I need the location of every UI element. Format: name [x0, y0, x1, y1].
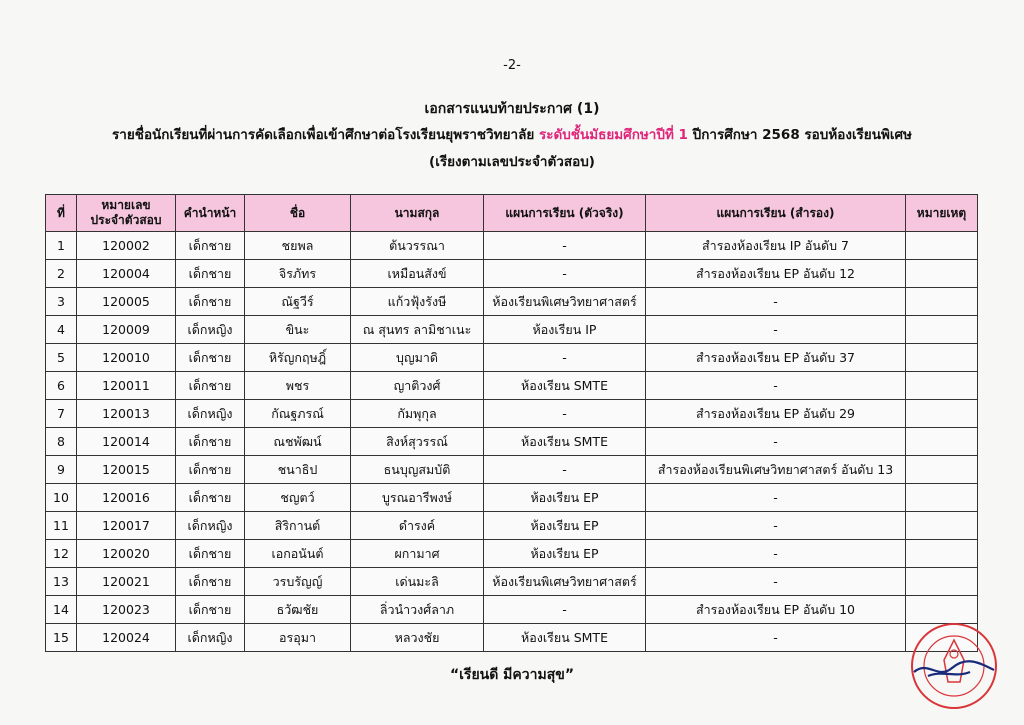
cell-title: เด็กชาย: [176, 568, 245, 596]
table-row: [46, 400, 978, 428]
cell-program-reserve: -: [646, 316, 906, 344]
col-header-exam-id: [77, 195, 176, 232]
page-number: -2-: [503, 58, 521, 73]
cell-program-real: ห้องเรียนพิเศษวิทยาศาสตร์: [484, 568, 646, 596]
seal-emblem-dot: [950, 650, 958, 658]
cell-first-name: หิรัญกฤษฎิ์: [245, 344, 351, 372]
cell-no: 7: [46, 400, 77, 428]
table-header-row: [46, 195, 978, 232]
cell-note: [906, 372, 978, 400]
cell-program-reserve: สำรองห้องเรียน EP อันดับ 29: [646, 400, 906, 428]
cell-program-real: ห้องเรียน SMTE: [484, 428, 646, 456]
col-header-title: คำนำหน้า: [176, 195, 245, 232]
cell-no: 2: [46, 260, 77, 288]
col-header-exam-id-line2: ประจำตัวสอบ: [90, 213, 162, 227]
cell-program-reserve: -: [646, 372, 906, 400]
cell-program-real: ห้องเรียน EP: [484, 484, 646, 512]
cell-no: 11: [46, 512, 77, 540]
cell-program-reserve: -: [646, 428, 906, 456]
cell-note: [906, 428, 978, 456]
cell-title: เด็กชาย: [176, 540, 245, 568]
table-row: [46, 288, 978, 316]
col-header-note: หมายเหตุ: [906, 195, 978, 232]
cell-exam-id: 120015: [77, 456, 176, 484]
cell-program-reserve: สำรองห้องเรียน EP อันดับ 12: [646, 260, 906, 288]
table-row: [46, 260, 978, 288]
table-row: [46, 456, 978, 484]
cell-no: 9: [46, 456, 77, 484]
seal-emblem: [944, 640, 964, 682]
table-row: [46, 568, 978, 596]
cell-first-name: ชญตว์: [245, 484, 351, 512]
cell-program-real: ห้องเรียน SMTE: [484, 372, 646, 400]
cell-exam-id: 120023: [77, 596, 176, 624]
cell-note: [906, 540, 978, 568]
student-table: [45, 194, 978, 652]
cell-program-real: ห้องเรียน IP: [484, 316, 646, 344]
cell-last-name: ธนบุญสมบัติ: [351, 456, 484, 484]
cell-last-name: สิงห์สุวรรณ์: [351, 428, 484, 456]
cell-exam-id: 120014: [77, 428, 176, 456]
cell-note: [906, 400, 978, 428]
cell-exam-id: 120011: [77, 372, 176, 400]
cell-no: 5: [46, 344, 77, 372]
cell-last-name: หลวงชัย: [351, 624, 484, 652]
cell-program-real: -: [484, 232, 646, 260]
cell-program-real: -: [484, 344, 646, 372]
cell-first-name: ณชพัฒน์: [245, 428, 351, 456]
cell-program-real: ห้องเรียนพิเศษวิทยาศาสตร์: [484, 288, 646, 316]
cell-program-reserve: สำรองห้องเรียน EP อันดับ 10: [646, 596, 906, 624]
cell-first-name: ชนาธิป: [245, 456, 351, 484]
cell-program-reserve: สำรองห้องเรียน EP อันดับ 37: [646, 344, 906, 372]
document-heading: เอกสารแนบท้ายประกาศ (1): [424, 101, 600, 117]
table-row: [46, 484, 978, 512]
cell-program-reserve: -: [646, 624, 906, 652]
cell-first-name: ชยพล: [245, 232, 351, 260]
cell-exam-id: 120009: [77, 316, 176, 344]
cell-first-name: สิริกานต์: [245, 512, 351, 540]
cell-program-reserve: สำรองห้องเรียนพิเศษวิทยาศาสตร์ อันดับ 13: [646, 456, 906, 484]
cell-exam-id: 120021: [77, 568, 176, 596]
cell-title: เด็กชาย: [176, 344, 245, 372]
cell-title: เด็กหญิง: [176, 316, 245, 344]
cell-no: 10: [46, 484, 77, 512]
cell-program-real: ห้องเรียน EP: [484, 540, 646, 568]
cell-first-name: ขินะ: [245, 316, 351, 344]
cell-title: เด็กชาย: [176, 372, 245, 400]
cell-no: 6: [46, 372, 77, 400]
cell-no: 14: [46, 596, 77, 624]
cell-no: 15: [46, 624, 77, 652]
cell-first-name: กัณฐภรณ์: [245, 400, 351, 428]
table-row: [46, 344, 978, 372]
school-seal-with-signature: [908, 620, 1000, 712]
cell-note: [906, 316, 978, 344]
cell-program-reserve: -: [646, 288, 906, 316]
cell-title: เด็กชาย: [176, 456, 245, 484]
cell-exam-id: 120017: [77, 512, 176, 540]
cell-title: เด็กชาย: [176, 288, 245, 316]
cell-program-real: -: [484, 596, 646, 624]
cell-program-real: -: [484, 400, 646, 428]
document-subheading: [0, 123, 1024, 145]
col-header-first-name: ชื่อ: [245, 195, 351, 232]
cell-last-name: ดำรงค์: [351, 512, 484, 540]
signature-stroke: [914, 661, 994, 676]
cell-last-name: กัมพุกุล: [351, 400, 484, 428]
cell-exam-id: 120010: [77, 344, 176, 372]
cell-title: เด็กหญิง: [176, 624, 245, 652]
cell-title: เด็กชาย: [176, 484, 245, 512]
table-row: [46, 428, 978, 456]
cell-exam-id: 120004: [77, 260, 176, 288]
cell-first-name: ธวัฒชัย: [245, 596, 351, 624]
table-row: [46, 372, 978, 400]
subheading-part1: รายชื่อนักเรียนที่ผ่านการคัดเลือกเพื่อเข้าศึกษาต่อโรงเรียนยุพราชวิทยาลัย: [112, 127, 535, 143]
cell-last-name: ณ สุนทร ลามิชาเนะ: [351, 316, 484, 344]
cell-program-reserve: -: [646, 484, 906, 512]
table-row: [46, 316, 978, 344]
table-row: [46, 624, 978, 652]
cell-note: [906, 512, 978, 540]
cell-note: [906, 260, 978, 288]
cell-program-reserve: สำรองห้องเรียน IP อันดับ 7: [646, 232, 906, 260]
cell-exam-id: 120020: [77, 540, 176, 568]
cell-note: [906, 568, 978, 596]
cell-no: 8: [46, 428, 77, 456]
cell-note: [906, 456, 978, 484]
sort-note: (เรียงตามเลขประจำตัวสอบ): [429, 154, 595, 170]
col-header-no: ที่: [46, 195, 77, 232]
subheading-part2: ปีการศึกษา 2568 รอบห้องเรียนพิเศษ: [692, 127, 912, 143]
cell-no: 4: [46, 316, 77, 344]
cell-title: เด็กชาย: [176, 428, 245, 456]
cell-title: เด็กหญิง: [176, 400, 245, 428]
cell-first-name: ณัฐวีร์: [245, 288, 351, 316]
table-row: [46, 540, 978, 568]
cell-last-name: แก้วฟุ้งรังษี: [351, 288, 484, 316]
cell-first-name: อรอุมา: [245, 624, 351, 652]
cell-program-reserve: -: [646, 568, 906, 596]
cell-note: [906, 288, 978, 316]
cell-program-reserve: -: [646, 512, 906, 540]
cell-title: เด็กชาย: [176, 232, 245, 260]
cell-no: 13: [46, 568, 77, 596]
cell-last-name: บุญมาดิ: [351, 344, 484, 372]
cell-no: 3: [46, 288, 77, 316]
cell-program-real: -: [484, 260, 646, 288]
cell-first-name: วรบรัญญ์: [245, 568, 351, 596]
cell-no: 12: [46, 540, 77, 568]
cell-last-name: ผกามาศ: [351, 540, 484, 568]
cell-exam-id: 120013: [77, 400, 176, 428]
cell-program-real: -: [484, 456, 646, 484]
cell-title: เด็กชาย: [176, 260, 245, 288]
cell-first-name: จิรภัทร: [245, 260, 351, 288]
cell-exam-id: 120005: [77, 288, 176, 316]
table-row: [46, 596, 978, 624]
footer-motto: “เรียนดี มีความสุข”: [449, 667, 575, 683]
cell-last-name: ลิ่วนำวงศ์ลาภ: [351, 596, 484, 624]
col-header-exam-id-line1: หมายเลข: [101, 198, 151, 212]
table-row: [46, 512, 978, 540]
cell-program-reserve: -: [646, 540, 906, 568]
cell-no: 1: [46, 232, 77, 260]
cell-exam-id: 120002: [77, 232, 176, 260]
cell-title: เด็กชาย: [176, 596, 245, 624]
cell-first-name: พชร: [245, 372, 351, 400]
col-header-program-reserve: แผนการเรียน (สำรอง): [646, 195, 906, 232]
cell-note: [906, 344, 978, 372]
cell-first-name: เอกอนันต์: [245, 540, 351, 568]
cell-last-name: ญาติวงศ์: [351, 372, 484, 400]
subheading-highlight: ระดับชั้นมัธยมศึกษาปีที่ 1: [538, 127, 688, 143]
cell-note: [906, 484, 978, 512]
cell-program-real: ห้องเรียน SMTE: [484, 624, 646, 652]
cell-title: เด็กหญิง: [176, 512, 245, 540]
cell-last-name: เด่นมะลิ: [351, 568, 484, 596]
cell-last-name: ต้นวรรณา: [351, 232, 484, 260]
cell-last-name: เหมือนสังข์: [351, 260, 484, 288]
cell-last-name: บูรณอารีพงษ์: [351, 484, 484, 512]
table-row: [46, 232, 978, 260]
cell-exam-id: 120024: [77, 624, 176, 652]
col-header-program-real: แผนการเรียน (ตัวจริง): [484, 195, 646, 232]
cell-program-real: ห้องเรียน EP: [484, 512, 646, 540]
col-header-last-name: นามสกุล: [351, 195, 484, 232]
cell-note: [906, 232, 978, 260]
cell-exam-id: 120016: [77, 484, 176, 512]
